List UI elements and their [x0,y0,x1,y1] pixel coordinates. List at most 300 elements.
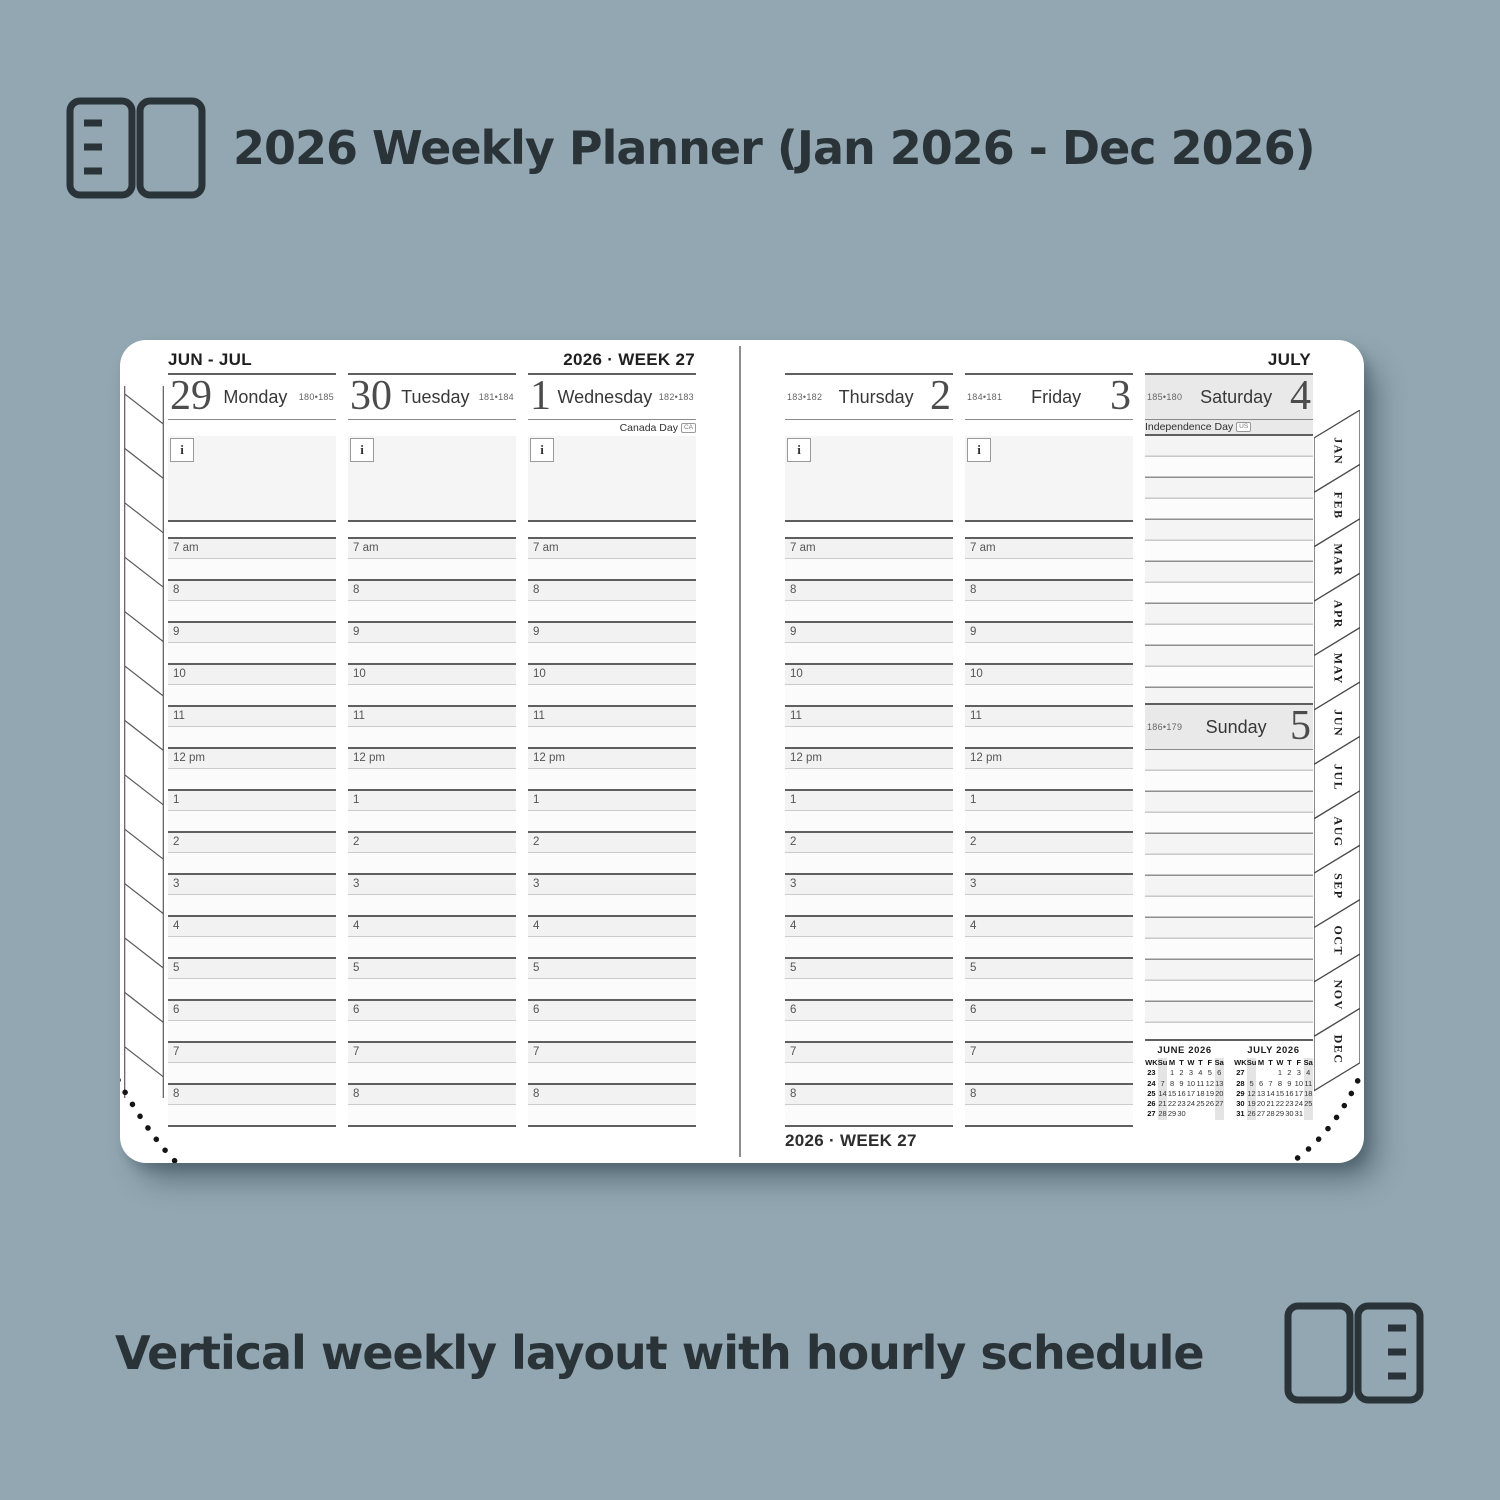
mini-cell: 1 [1277,1068,1283,1078]
day-ordinal-sunday: 186•179 [1147,722,1183,732]
day-number-saturday: 4 [1290,373,1311,420]
hour-label: 3 [965,875,1133,894]
mini-cell: 7 [1268,1078,1273,1088]
info-icon: i [967,438,991,462]
half-hour-cell [785,978,953,999]
mini-cell: 9 [1287,1078,1292,1088]
half-hour-cell [168,642,336,663]
half-hour-cell [348,1020,516,1041]
hour-label: 2 [348,833,516,852]
hour-label: 1 [168,791,336,810]
mini-cell: 27 [1147,1109,1156,1119]
half-hour-cell [785,684,953,705]
hour-label: 7 am [965,539,1133,558]
hour-row [168,579,336,621]
mini-cell: Su [1157,1058,1168,1067]
mini-cell: WK [1145,1058,1158,1067]
notes-area [965,436,1133,522]
info-icon: i [787,438,811,462]
half-hour-cell [965,894,1133,915]
hour-label: 4 [965,917,1133,936]
mini-cell: 31 [1236,1109,1245,1119]
hour-label: 9 [965,623,1133,642]
hour-row [348,705,516,747]
day-ordinal-tuesday: 181•184 [478,392,514,402]
hour-row [528,621,696,663]
holiday-row-saturday [1145,420,1313,436]
hour-label: 8 [785,1085,953,1104]
tab-cut-line [125,666,164,696]
hour-row [168,663,336,705]
hour-row [785,1041,953,1083]
hour-label: 8 [965,581,1133,600]
hour-label: 8 [785,581,953,600]
half-hour-cell [348,1104,516,1125]
half-hour-cell [785,768,953,789]
notes-area [528,436,696,522]
month-tab-nov: NOV [1331,979,1346,1011]
mini-cell: 26 [1205,1099,1214,1109]
mini-cell: 8 [1277,1078,1283,1088]
hour-row [168,621,336,663]
mini-cell: T [1179,1058,1184,1067]
mini-cell: 9 [1179,1078,1184,1088]
month-tab-dec: DEC [1331,1034,1346,1065]
half-hour-cell [965,684,1133,705]
day-column-tuesday [348,340,516,1130]
hour-label: 5 [168,959,336,978]
product-caption-row [115,1295,1425,1410]
mini-calendar [1145,1045,1224,1125]
half-hour-cell [168,978,336,999]
mini-calendar-grid [1234,1058,1313,1120]
planner-book [120,340,1364,1163]
hour-label: 2 [785,833,953,852]
half-hour-cell [785,936,953,957]
hour-label: 3 [348,875,516,894]
mini-cell: 29 [1236,1088,1245,1098]
month-tab-apr: APR [1331,599,1346,629]
hour-label: 7 am [528,539,696,558]
hour-label: 8 [965,1085,1133,1104]
month-label: JULY [1267,350,1311,369]
mini-cell [1186,1109,1195,1119]
hour-label: 7 [785,1043,953,1062]
hour-row [348,579,516,621]
mini-cell [1215,1109,1224,1119]
half-hour-cell [348,1062,516,1083]
mini-cell: 7 [1158,1079,1168,1089]
mini-cell: 27 [1236,1068,1245,1078]
mini-cell: 27 [1256,1109,1266,1119]
mini-cell: 17 [1294,1088,1303,1098]
holiday-row-thursday [785,420,953,436]
mini-cell: M [1257,1058,1265,1067]
mini-cell: 2 [1179,1068,1184,1078]
hour-label: 10 [965,665,1133,684]
hour-row [785,579,953,621]
mini-cell: 13 [1215,1078,1224,1088]
mini-cell: 15 [1167,1088,1177,1098]
hour-row [528,957,696,999]
day-number-sunday: 5 [1290,703,1311,750]
half-hour-cell [168,894,336,915]
mini-cell: 20 [1215,1088,1224,1098]
half-hour-cell [785,1020,953,1041]
hour-row [168,537,336,579]
hour-label: 5 [348,959,516,978]
mini-cell: 29 [1275,1109,1285,1119]
hour-label: 12 pm [528,749,696,768]
hour-row [348,663,516,705]
mini-cell: 12 [1247,1088,1256,1098]
mini-cell [1304,1109,1313,1119]
half-hour-cell [528,600,696,621]
hour-label: 11 [528,707,696,726]
day-ordinal-saturday: 185•180 [1147,392,1183,402]
hour-label: 12 pm [348,749,516,768]
half-hour-cell [965,600,1133,621]
day-header-tuesday [348,373,516,420]
half-hour-cell [168,852,336,873]
hour-row [785,705,953,747]
half-hour-cell [348,852,516,873]
hour-label: 5 [528,959,696,978]
hour-row [528,579,696,621]
day-number-thursday: 2 [930,373,951,420]
mini-cell: 13 [1256,1088,1266,1098]
half-hour-cell [168,810,336,831]
tab-cut-line [125,829,164,859]
mini-cell: 28 [1266,1109,1275,1119]
half-hour-cell [785,600,953,621]
mini-cell: 4 [1198,1068,1203,1078]
day-name-sunday: Sunday [1205,716,1267,737]
mini-cell: 3 [1188,1068,1194,1078]
mini-cell [1256,1068,1265,1078]
mini-cell: 6 [1215,1068,1224,1078]
half-hour-cell [528,810,696,831]
hour-row [348,957,516,999]
hour-label: 4 [348,917,516,936]
hour-row [785,537,953,579]
hour-label: 3 [168,875,336,894]
day-column-thursday [785,340,953,1130]
half-hour-cell [348,600,516,621]
hour-label: 8 [348,1085,516,1104]
mini-cell: 30 [1177,1109,1186,1119]
mini-cell: 31 [1294,1109,1303,1119]
mini-cell: 11 [1304,1078,1313,1088]
tab-cut-line [125,775,164,805]
week-footer-label: 2026 · WEEK 27 [785,1131,917,1150]
half-hour-cell [965,810,1133,831]
hour-row [168,957,336,999]
hour-grid [168,537,336,1127]
mini-cell: 5 [1247,1079,1257,1089]
hour-row [168,831,336,873]
mini-cell [1247,1068,1257,1078]
tab-cut-line [125,720,164,750]
mini-cell: 25 [1196,1099,1205,1109]
hour-row [965,747,1133,789]
hour-label: 4 [785,917,953,936]
hour-row [965,999,1133,1041]
half-hour-cell [348,768,516,789]
mini-cell: W [1276,1058,1284,1067]
mini-cell: 23 [1285,1099,1294,1109]
mini-cell: 30 [1285,1109,1294,1119]
day-name-friday: Friday [1031,386,1082,407]
mini-calendars [1145,1039,1313,1125]
holiday-row-monday [168,420,336,436]
half-hour-cell [528,936,696,957]
mini-cell: 4 [1304,1068,1313,1078]
half-hour-cell [348,894,516,915]
day-header-wednesday [528,373,696,420]
half-hour-cell [965,1062,1133,1083]
hour-label: 10 [528,665,696,684]
half-hour-cell [528,894,696,915]
day-name-saturday: Saturday [1200,386,1273,407]
tab-cut-line [125,557,164,587]
mini-cell: 24 [1147,1078,1156,1088]
hour-row [965,915,1133,957]
half-hour-cell [965,1104,1133,1125]
hour-label: 9 [348,623,516,642]
month-tab-mar: MAR [1331,543,1346,577]
hour-label: 4 [528,917,696,936]
hour-grid [965,537,1133,1127]
half-hour-cell [528,852,696,873]
month-tab-jun: JUN [1331,709,1346,738]
mini-cell: WK [1234,1058,1247,1067]
hour-label: 7 [348,1043,516,1062]
day-name-tuesday: Tuesday [401,386,470,407]
hour-label: 12 pm [785,749,953,768]
month-tab-aug: AUG [1331,816,1346,848]
hour-row [965,789,1133,831]
hour-grid [785,537,953,1127]
hour-label: 10 [348,665,516,684]
half-hour-cell [965,978,1133,999]
mini-cell: T [1287,1058,1292,1067]
day-ordinal-friday: 184•181 [967,392,1003,402]
mini-cell: 10 [1294,1078,1303,1088]
half-hour-cell [348,978,516,999]
mini-cell: Su [1246,1058,1257,1067]
mini-cell: Sa [1214,1058,1224,1067]
hour-row [348,789,516,831]
hour-row [528,789,696,831]
hour-label: 9 [528,623,696,642]
hour-row [168,747,336,789]
day-header-friday [965,373,1133,420]
hour-row [168,915,336,957]
month-tabs [1314,410,1360,1110]
hour-label: 9 [785,623,953,642]
hour-label: 2 [168,833,336,852]
holiday-country-badge: US [1236,422,1251,432]
hour-row [785,1083,953,1125]
half-hour-cell [168,768,336,789]
hour-label: 1 [965,791,1133,810]
hour-row [348,999,516,1041]
half-hour-cell [348,642,516,663]
month-tab-jul: JUL [1331,764,1346,792]
mini-cell: 21 [1158,1099,1167,1109]
hour-row [785,831,953,873]
hour-row [965,663,1133,705]
tab-cut-line [125,992,164,1022]
hour-row [168,789,336,831]
mini-cell: 28 [1236,1078,1245,1088]
day-column-wednesday [528,340,696,1130]
info-icon: i [170,438,194,462]
hour-label: 2 [965,833,1133,852]
hour-row [348,873,516,915]
half-hour-cell [168,726,336,747]
book-spine [739,346,741,1157]
mini-cell: 22 [1275,1099,1285,1109]
mini-cell: 28 [1158,1109,1167,1119]
hour-row [528,1041,696,1083]
tab-cut-line [125,1047,164,1077]
half-hour-cell [168,1062,336,1083]
half-hour-cell [348,936,516,957]
hour-row [348,915,516,957]
half-hour-cell [785,810,953,831]
half-hour-cell [528,1062,696,1083]
mini-cell: 6 [1258,1078,1264,1088]
day-header-thursday [785,373,953,420]
tab-cut-line [125,394,164,424]
notes-area [348,436,516,522]
hour-row [965,1041,1133,1083]
mini-cell: 1 [1169,1068,1175,1078]
hour-row [965,579,1133,621]
hour-label: 2 [528,833,696,852]
half-hour-cell [528,978,696,999]
saturday-ruled-lines [1145,436,1313,703]
hour-grid [528,537,696,1127]
half-hour-cell [785,726,953,747]
hour-row [965,957,1133,999]
half-hour-cell [785,1062,953,1083]
open-planner-icon [1283,1297,1425,1409]
hour-row [965,705,1133,747]
day-header-saturday [1145,373,1313,420]
hour-row [785,873,953,915]
weekend-column [1145,340,1313,1130]
hour-label: 6 [785,1001,953,1020]
mini-cell: 30 [1236,1099,1245,1109]
hour-row [348,1041,516,1083]
info-icon: i [350,438,374,462]
hour-row [348,1083,516,1125]
mini-cell: 19 [1205,1088,1214,1098]
mini-cell: 23 [1147,1068,1156,1078]
half-hour-cell [348,558,516,579]
hour-label: 6 [965,1001,1133,1020]
mini-cell: 2 [1287,1068,1292,1078]
mini-cell: 23 [1177,1099,1186,1109]
mini-cell: T [1268,1058,1273,1067]
half-hour-cell [168,684,336,705]
day-number-tuesday: 30 [350,373,392,420]
month-tab-sep: SEP [1331,873,1346,900]
mini-cell: 27 [1215,1099,1224,1109]
hour-label: 6 [168,1001,336,1020]
day-column-monday [168,340,336,1130]
info-icon: i [530,438,554,462]
hour-row [168,999,336,1041]
holiday-name: Canada Day [619,422,678,434]
mini-cell: 14 [1158,1088,1167,1098]
day-number-wednesday: 1 [530,373,551,420]
hour-row [528,663,696,705]
mini-cell: 24 [1186,1099,1196,1109]
mini-cell: 18 [1304,1088,1313,1098]
holiday-row-friday [965,420,1133,436]
mini-cell: 16 [1177,1088,1186,1098]
hour-grid [348,537,516,1127]
hour-label: 3 [785,875,953,894]
hour-row [785,915,953,957]
mini-cell: F [1296,1058,1302,1067]
mini-cell: 26 [1147,1099,1156,1109]
hour-label: 10 [785,665,953,684]
hour-label: 11 [168,707,336,726]
hour-label: 1 [528,791,696,810]
hour-row [168,1041,336,1083]
half-hour-cell [168,558,336,579]
half-hour-cell [965,936,1133,957]
hour-label: 1 [785,791,953,810]
day-column-friday [965,340,1133,1130]
half-hour-cell [965,768,1133,789]
hour-row [785,621,953,663]
hour-row [348,537,516,579]
tab-cut-line [125,938,164,968]
hour-label: 11 [348,707,516,726]
day-ordinal-wednesday: 182•183 [658,392,694,402]
week-label: 2026 · WEEK 27 [563,350,695,369]
mini-cell [1196,1109,1205,1119]
mini-cell: 12 [1205,1078,1214,1088]
half-hour-cell [348,684,516,705]
mini-calendar-grid [1145,1058,1224,1120]
half-hour-cell [965,642,1133,663]
hour-row [168,705,336,747]
hour-label: 8 [168,1085,336,1104]
mini-cell: 16 [1285,1088,1294,1098]
half-hour-cell [528,726,696,747]
day-ordinal-thursday: 183•182 [787,392,823,402]
mini-cell: F [1207,1058,1213,1067]
left-page-tab-cut-lines [124,386,164,1098]
half-hour-cell [528,642,696,663]
hour-row [965,537,1133,579]
day-header-monday [168,373,336,420]
day-header-sunday [1145,703,1313,750]
day-ordinal-monday: 180•185 [298,392,334,402]
month-tab-may: MAY [1331,652,1346,685]
tab-cut-line [125,448,164,478]
hour-label: 7 am [168,539,336,558]
hour-row [785,747,953,789]
month-tab-feb: FEB [1331,491,1346,520]
